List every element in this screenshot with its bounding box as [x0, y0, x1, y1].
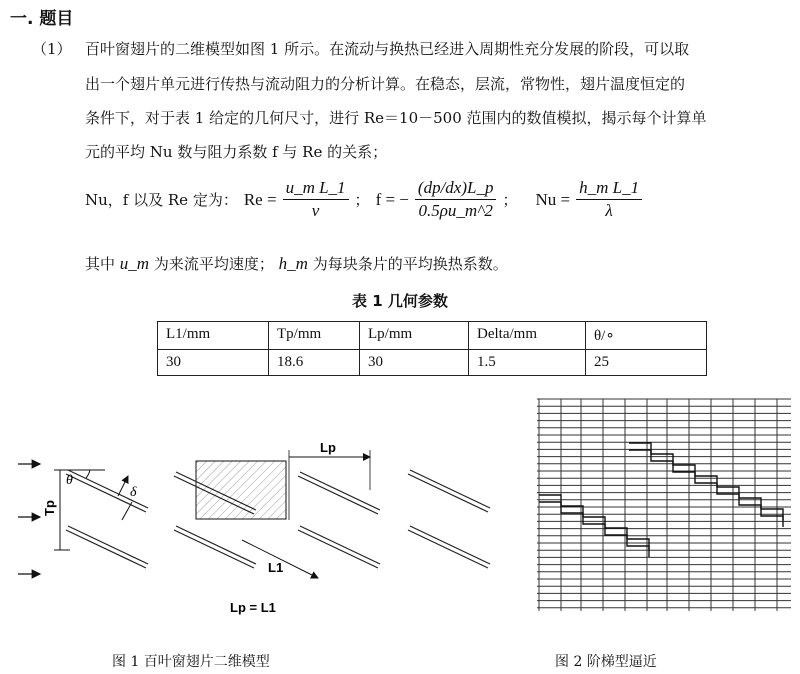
stair-step-path	[629, 450, 783, 527]
var-um: u_m	[119, 254, 150, 273]
paragraph-line: 百叶窗翅片的二维模型如图 1 所示。在流动与换热已经进入周期性充分发展的阶段，可以取	[85, 40, 690, 58]
calculation-cell	[196, 461, 286, 519]
separator: ；	[354, 191, 370, 209]
theta-label: θ	[66, 473, 73, 488]
re-denominator: ν	[311, 201, 320, 220]
table-header-cell: L1/mm	[158, 322, 269, 350]
paragraph-line: 出一个翅片单元进行传热与流动阻力的分析计算。在稳态，层流，常物性，翅片温度恒定的	[85, 75, 686, 93]
table-header-cell: Delta/mm	[469, 322, 586, 350]
f-fraction	[415, 178, 497, 221]
definition-formulas	[85, 178, 642, 221]
stair-step-path	[629, 443, 783, 520]
table-cell: 1.5	[469, 350, 586, 376]
table-header-cell: θ/∘	[586, 322, 707, 350]
table-cell: 18.6	[269, 350, 360, 376]
staircase-grid-diagram	[533, 395, 793, 615]
table-header-row	[158, 322, 707, 350]
figure1-caption: 图 1 百叶窗翅片二维模型	[112, 654, 270, 670]
louver-fin-diagram	[0, 430, 520, 630]
stair-step-path	[539, 495, 649, 550]
f-denominator: 0.5ρu_m^2	[418, 201, 493, 220]
re-fraction	[283, 178, 349, 221]
separator: ；	[502, 191, 518, 209]
table-caption: 表 1 几何参数	[352, 292, 448, 310]
var-hm: h_m	[278, 254, 308, 273]
symbol-definition: 其中 u_m 为来流平均速度； h_m 为每块条片的平均换热系数。	[85, 254, 508, 273]
table-header-cell: Lp/mm	[360, 322, 469, 350]
l1-label: L1	[268, 560, 284, 575]
table-row	[158, 350, 707, 376]
formula-intro: Nu，f 以及 Re 定为：	[85, 191, 238, 209]
geometry-table	[157, 321, 707, 376]
section-title: 一. 题目	[10, 9, 74, 29]
table-cell: 25	[586, 350, 707, 376]
table-header-cell: Tp/mm	[269, 322, 360, 350]
paragraph-number: （1）	[32, 40, 72, 58]
table-cell: 30	[360, 350, 469, 376]
lp-equals-l1: Lp = L1	[230, 600, 276, 615]
re-lhs: Re =	[243, 189, 277, 209]
nu-denominator: λ	[605, 201, 613, 220]
nu-lhs: Nu =	[535, 189, 571, 209]
lp-label: Lp	[320, 440, 336, 455]
nu-fraction	[576, 178, 642, 221]
nu-numerator: h_m L_1	[576, 178, 642, 200]
tp-label: Tp	[42, 500, 57, 516]
f-lhs: f = −	[375, 189, 409, 209]
delta-label: δ	[130, 485, 137, 500]
figure2-caption: 图 2 阶梯型逼近	[555, 654, 657, 670]
re-numerator: u_m L_1	[283, 178, 349, 200]
f-numerator: (dp/dx)L_p	[415, 178, 497, 200]
stair-step-path	[539, 502, 649, 557]
table-cell: 30	[158, 350, 269, 376]
paragraph-line: 条件下，对于表 1 给定的几何尺寸，进行 Re＝10－500 范围内的数值模拟，揭示每个计算单	[85, 109, 707, 127]
paragraph-line: 元的平均 Nu 数与阻力系数 f 与 Re 的关系；	[85, 143, 388, 161]
